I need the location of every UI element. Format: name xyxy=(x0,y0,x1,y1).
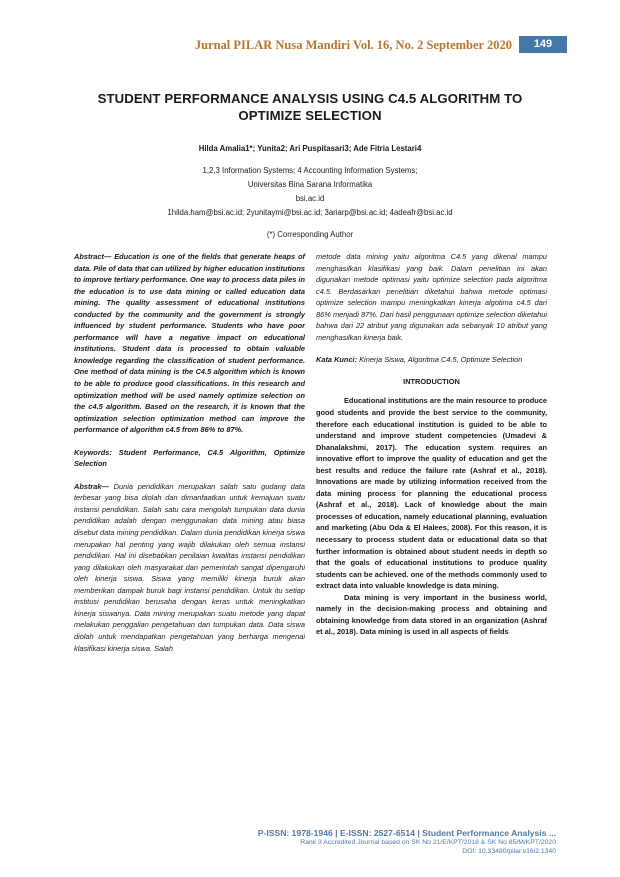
page-footer xyxy=(0,828,620,858)
author-emails: 1hilda.ham@bsi.ac.id; 2yunitaymi@bsi.ac.id; 3ariarp@bsi.ac.id; 4adeafr@bsi.ac.id xyxy=(167,208,453,217)
abstract-label: Abstract— xyxy=(74,252,112,261)
introduction-heading: INTRODUCTION xyxy=(403,376,460,386)
footer-doi: DOI: 10.33480/pilar.v16i2.1340 xyxy=(462,848,556,855)
abstrak-id xyxy=(74,481,305,654)
kata-kunci xyxy=(316,354,547,366)
journal-name: Jurnal PILAR Nusa Mandiri Vol. 16, No. 2 September 2020 xyxy=(194,38,512,52)
kata-kunci-label: Kata Kunci: xyxy=(316,355,358,365)
footer-accreditation: Rank 3 Accredited Journal based on SK No 21/E/KPT/2018 & SK No 85/M/KPT/2020 xyxy=(300,839,556,846)
corresponding-author-note: (*) Corresponding Author xyxy=(266,230,354,239)
abstrak-continued: metode data mining yaitu algoritma C4.5 yang dikenal mampu menghasilkan klasifikasi yang baik. Dalam penelitian ini akan digunakan metode optimasi yaitu optimize selection pada algoritma c4.5. Berdasarkan penelitian diketahui bahwa metode optimasi optimize selection mampu meningkatkan kinerja algotima c4.5 dari 86% menjadi 87%. Dari hasil penggunaan optimize selection diketahui bahwa dari 22 atribut yang digunakan ada sebanyak 10 atribut yang menghasilkan kinerja baik. xyxy=(316,252,547,342)
paper-title xyxy=(60,90,560,124)
page-number-badge: 149 xyxy=(519,36,567,53)
affiliation-line-2: Universitas Bina Sarana Informatika xyxy=(247,180,373,189)
right-column xyxy=(316,251,547,638)
keywords-text: Student Performance, C4.5 Algorithm, Optimize Selection xyxy=(74,447,305,469)
abstrak-text-left: Dunia pendidikan merupakan salah satu gudang data terbesar yang bisa diolah dan dimanfaatkan untuk kemajuan suatu instansi pendidikan. Salah satu cara mengolah tumpukan data dunia pendidikan adalah dengan menggunakan data mining atau biasa disebut data mining pendidikan. Dalam dunia pendidikan kinerja siswa merupakan hal penting yang wajib dilakukan oleh semua instansi pendidikan. Hal ini disebabkan penilaian kwalitas instansi pendidikan yang dilakukan oleh masyarakat dan pemerintah sangat dipengaruhi oleh kinerja siswa. Siswa yang memiliki kinerja buruk akan memberikan dampak buruk bagi instansi pendidikan. Untuk itu setiap institusi pendidikan berusaha dengan keras untuk meningkatkan kinerja siswanya. Data mining merupakan suatu metode yang dapat melakukan penggalian pengetahuan dari tumpukan data. Data siswa diolah untuk mendapatkan pengetahuan yang berharga mengenai klasifikasi kinerja siswa. Salah xyxy=(74,481,305,653)
authors-block xyxy=(70,142,550,242)
abstract-text: Education is one of the fields that generate heaps of data. Pile of data that can utilized by higher education institutions to improve tertiary performance. One way to process data piles in the education is to use data mining or called education data mining. The quality assessment of educational institutions conducted by the community and the government is strongly influenced by student performance. Students who have poor performance will have a negative impact on educational institutions. Student data is processed to obtain valuable knowledge regarding the classification of student performance. One method of data mining is the C4.5 algorithm which is known to be able to produce good classifications. In this research and optimization method will be used namely optimize selection on the c4.5 algorithm. Based on the research, it is known that the optimization selection optimization method can improve the performance of algorithm c4.5 from 86% to 87%. xyxy=(74,252,305,435)
title-line-1: STUDENT PERFORMANCE ANALYSIS USING C4.5 ALGORITHM TO xyxy=(97,91,523,106)
affiliation-line-1: 1,2,3 Information Systems; 4 Accounting Information Systems; xyxy=(202,166,418,175)
running-header xyxy=(0,36,620,54)
author-names: Hilda Amalia1*; Yunita2; Ari Puspitasari3; Ade Fitria Lestari4 xyxy=(198,144,422,153)
abstract-en xyxy=(74,251,305,436)
abstrak-label: Abstrak— xyxy=(74,481,109,491)
introduction-paragraph-1: Educational institutions are the main resource to produce good students and provide the best service to the community, therefore each educational institution is guided to be able to understand and improve student competencies (Umadevi & Dhanalakshmi, 2017). The education system requires an innovative effort to improve the quality of education and get the best results and reduce the failure rate (Ashraf et al., 2018). Innovations are made by utilizing information received from the data mining process for planning the educational process (Ashraf et al., 2018). Lack of knowledge about the main processes of education, namely educational planning, evaluation and marketing (Abu Oda & El Halees, 2008). For this reason, it is necessary to process student data or educational data so that further information is obtained about student needs in depth so that the goals of educational institutions to produce quality students can be achieved. one of the methods commonly used to extract data into valuable knowledge is data mining. xyxy=(316,396,547,591)
footer-issn: P-ISSN: 1978-1946 | E-ISSN: 2527-6514 | Student Performance Analysis ... xyxy=(257,828,556,838)
title-line-2: OPTIMIZE SELECTION xyxy=(238,108,382,123)
introduction-paragraph-2: Data mining is very important in the business world, namely in the decision-making process and obtaining and obtaining knowledge from data stored in an organization (Ashraf et al., 2018). Data mining is used in all aspects of fields xyxy=(316,592,547,637)
keywords-label: Keywords: xyxy=(74,447,112,457)
affiliation-website: bsi.ac.id xyxy=(295,194,325,203)
left-column xyxy=(74,251,305,654)
keywords xyxy=(74,447,305,470)
kata-kunci-text: Kinerja Siswa, Algoritma C4.5, Optimize Selection xyxy=(357,355,523,365)
